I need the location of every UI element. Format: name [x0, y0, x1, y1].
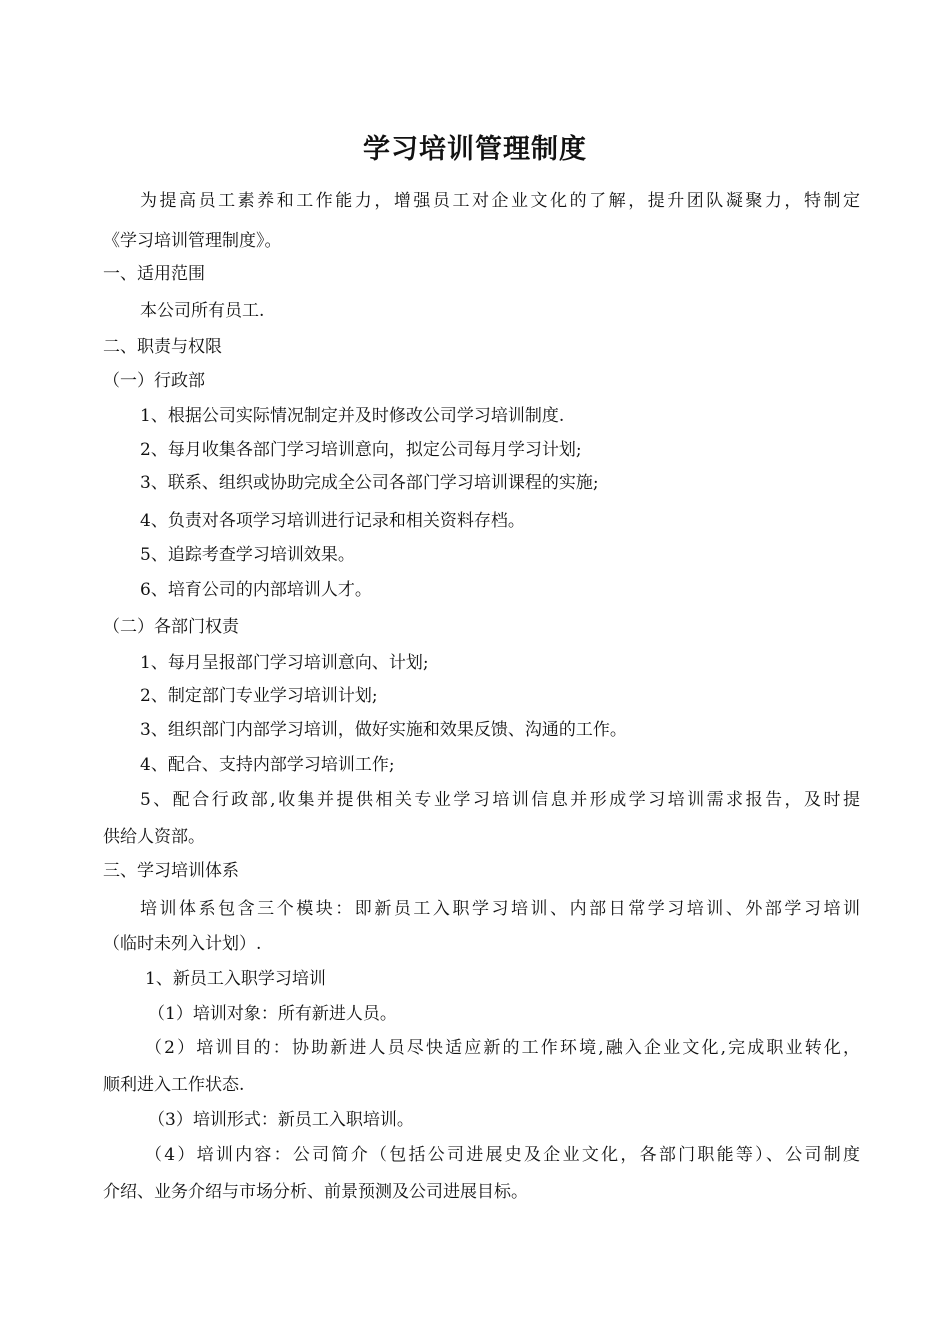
module-1-content-line-1: （4）培训内容：公司简介（包括公司进展史及企业文化，各部门职能等）、公司制度	[145, 1145, 860, 1165]
module-1-content-line-2: 介绍、业务介绍与市场分析、前景预测及公司进展目标。	[103, 1182, 528, 1202]
department-item-5: 5、配合行政部,收集并提供相关专业学习培训信息并形成学习培训需求报告，及时提	[140, 790, 860, 810]
department-item-5-continuation: 供给人资部。	[103, 827, 205, 847]
subsection-admin-heading: （一）行政部	[103, 371, 205, 391]
intro-paragraph-line-2: 《学习培训管理制度》。	[103, 231, 282, 251]
subsection-departments-heading: （二）各部门权责	[103, 617, 239, 637]
section-2-heading: 二、职责与权限	[103, 337, 222, 357]
section-3-heading: 三、学习培训体系	[103, 861, 239, 881]
admin-item-1: 1、根据公司实际情况制定并及时修改公司学习培训制度.	[140, 406, 565, 426]
module-1-purpose-line-1: （2）培训目的：协助新进人员尽快适应新的工作环境,融入企业文化,完成职业转化，	[145, 1038, 860, 1058]
module-1-format: （3）培训形式：新员工入职培训。	[148, 1110, 414, 1130]
section-1-body: 本公司所有员工.	[140, 301, 265, 321]
admin-item-5: 5、追踪考查学习培训效果。	[140, 545, 355, 565]
section-1-heading: 一、适用范围	[103, 264, 205, 284]
department-item-3: 3、组织部门内部学习培训，做好实施和效果反馈、沟通的工作。	[140, 720, 627, 740]
admin-item-2: 2、每月收集各部门学习培训意向，拟定公司每月学习计划;	[140, 440, 582, 460]
section-3-body-line-1: 培训体系包含三个模块：即新员工入职学习培训、内部日常学习培训、外部学习培训	[140, 899, 860, 919]
admin-item-3: 3、联系、组织或协助完成全公司各部门学习培训课程的实施;	[140, 473, 599, 493]
module-1-heading: 1、新员工入职学习培训	[145, 969, 326, 989]
department-item-4: 4、配合、支持内部学习培训工作;	[140, 755, 395, 775]
document-title: 学习培训管理制度	[363, 134, 587, 165]
module-1-purpose-line-2: 顺利进入工作状态.	[103, 1075, 245, 1095]
module-1-target: （1）培训对象：所有新进人员。	[148, 1004, 397, 1024]
admin-item-6: 6、培育公司的内部培训人才。	[140, 580, 372, 600]
section-3-body-line-2: （临时未列入计划）.	[103, 934, 262, 954]
intro-paragraph-line-1: 为提高员工素养和工作能力，增强员工对企业文化的了解，提升团队凝聚力，特制定	[140, 191, 860, 211]
admin-item-4: 4、负责对各项学习培训进行记录和相关资料存档。	[140, 511, 525, 531]
department-item-1: 1、每月呈报部门学习培训意向、计划;	[140, 653, 429, 673]
department-item-2: 2、制定部门专业学习培训计划;	[140, 686, 378, 706]
